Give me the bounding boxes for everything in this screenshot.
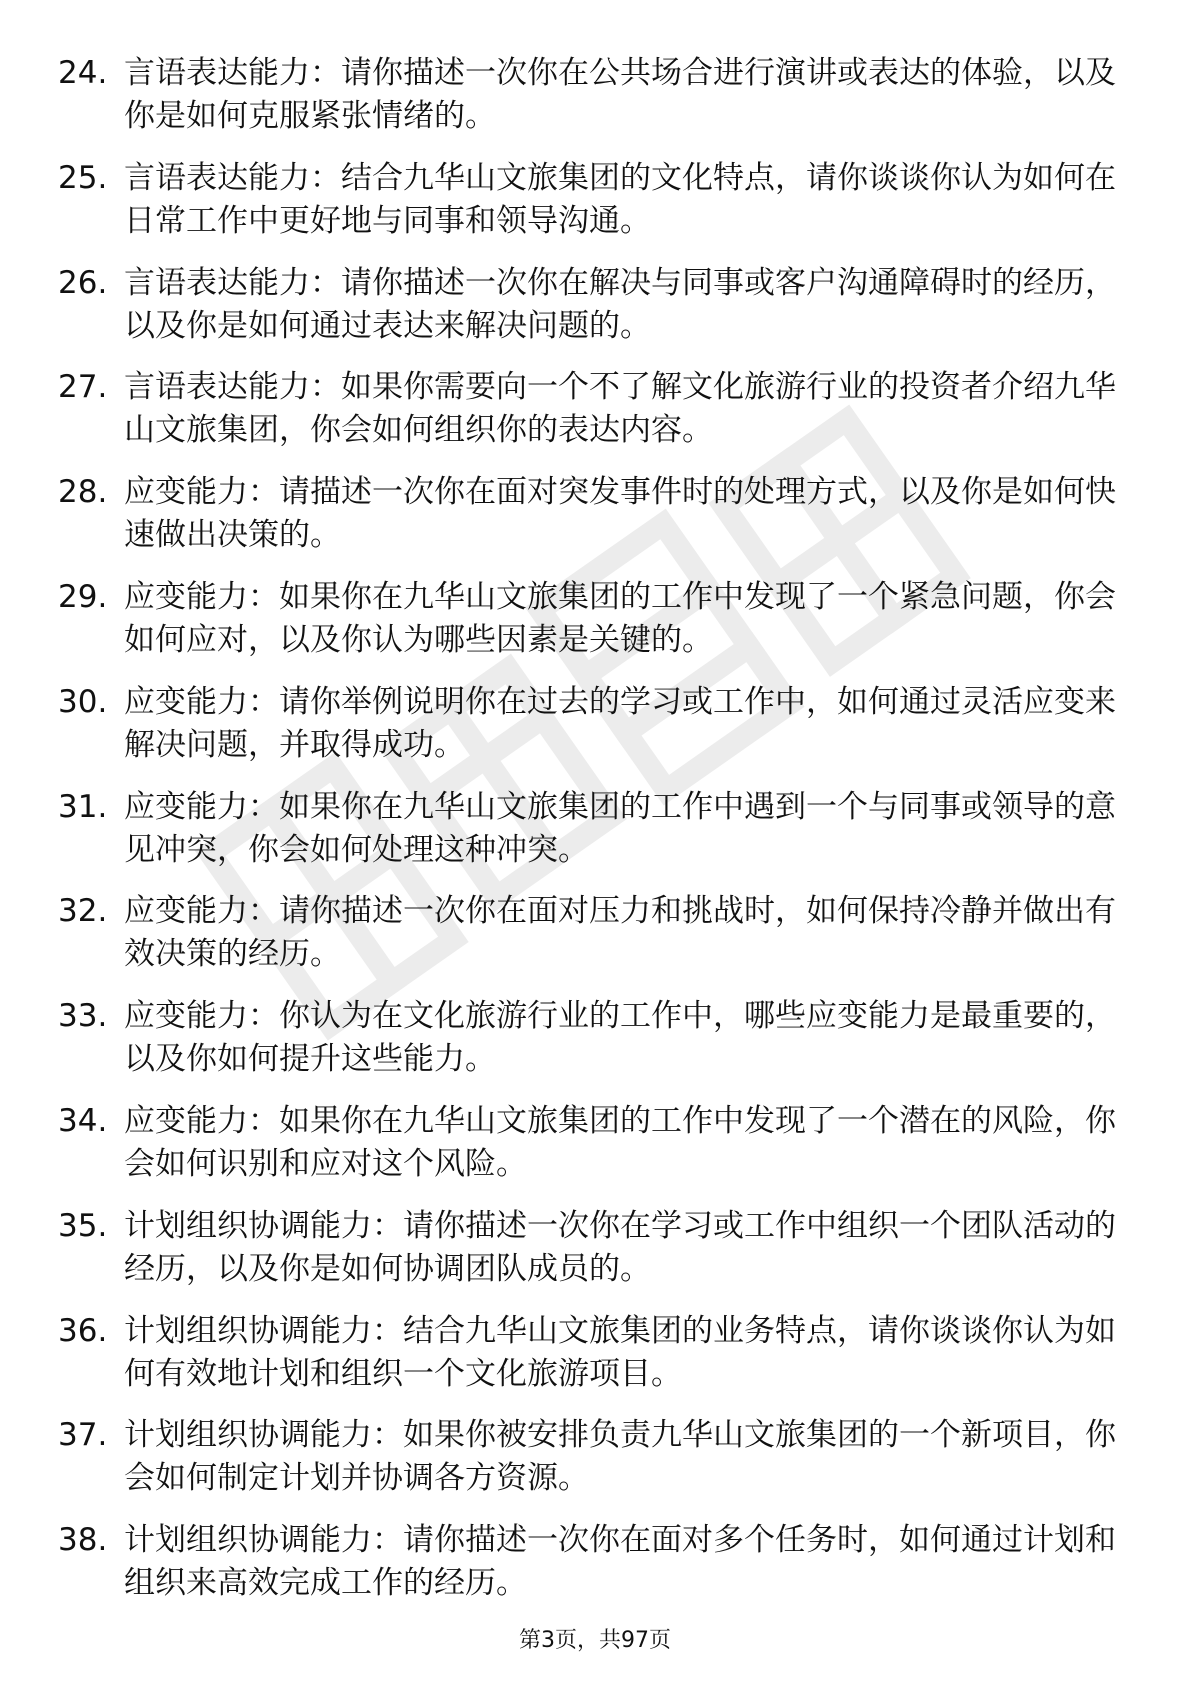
question-text: 应变能力：请你举例说明你在过去的学习或工作中，如何通过灵活应变来解决问题，并取得成功。 [124,683,1116,763]
question-text: 应变能力：如果你在九华山文旅集团的工作中发现了一个潜在的风险，你会如何识别和应对这个风险。 [124,1102,1116,1182]
question-text: 应变能力：请描述一次你在面对突发事件时的处理方式，以及你是如何快速做出决策的。 [124,474,1116,554]
question-number: 34. [58,1102,108,1139]
question-number: 25. [58,159,108,196]
question-number: 28. [58,474,108,511]
question-text: 应变能力：如果你在九华山文旅集团的工作中发现了一个紧急问题，你会如何应对，以及你认为哪些因素是关键的。 [124,578,1116,658]
question-number: 27. [58,369,108,406]
question-number: 30. [58,683,108,720]
question-item-33 [58,995,1118,1081]
question-number: 37. [58,1417,108,1454]
question-number: 35. [58,1207,108,1244]
page-footer [0,1626,1190,1656]
question-list [58,52,1118,1624]
question-item-27 [58,366,1118,452]
question-text: 言语表达能力：结合九华山文旅集团的文化特点，请你谈谈你认为如何在日常工作中更好地与同事和领导沟通。 [124,159,1116,239]
question-number: 38. [58,1522,108,1559]
question-text: 应变能力：如果你在九华山文旅集团的工作中遇到一个与同事或领导的意见冲突，你会如何处理这种冲突。 [124,788,1116,868]
question-text: 计划组织协调能力：结合九华山文旅集团的业务特点，请你谈谈你认为如何有效地计划和组织一个文化旅游项目。 [124,1312,1116,1392]
question-item-35 [58,1205,1118,1291]
question-item-29 [58,576,1118,662]
question-item-26 [58,262,1118,348]
question-number: 33. [58,998,108,1035]
question-text: 计划组织协调能力：如果你被安排负责九华山文旅集团的一个新项目，你会如何制定计划并协调各方资源。 [124,1417,1116,1497]
question-number: 26. [58,264,108,301]
question-item-36 [58,1310,1118,1396]
question-number: 31. [58,788,108,825]
page-number-label: 第3页，共97页 [519,1628,671,1653]
question-text: 计划组织协调能力：请你描述一次你在面对多个任务时，如何通过计划和组织来高效完成工作的经历。 [124,1522,1116,1602]
question-text: 言语表达能力：请你描述一次你在公共场合进行演讲或表达的体验，以及你是如何克服紧张情绪的。 [124,55,1116,134]
question-item-31 [58,786,1118,872]
question-item-25 [58,157,1118,243]
question-text: 应变能力：你认为在文化旅游行业的工作中，哪些应变能力是最重要的，以及你如何提升这些能力。 [124,998,1116,1078]
question-item-38 [58,1519,1118,1605]
question-item-24 [58,52,1118,138]
question-item-34 [58,1100,1118,1186]
question-item-30 [58,681,1118,767]
question-item-28 [58,471,1118,557]
question-item-32 [58,890,1118,976]
question-text: 言语表达能力：如果你需要向一个不了解文化旅游行业的投资者介绍九华山文旅集团，你会如何组织你的表达内容。 [124,369,1116,449]
question-item-37 [58,1414,1118,1500]
question-number: 32. [58,893,108,930]
question-number: 24. [58,55,108,91]
question-text: 言语表达能力：请你描述一次你在解决与同事或客户沟通障碍时的经历，以及你是如何通过表达来解决问题的。 [124,264,1116,344]
question-text: 应变能力：请你描述一次你在面对压力和挑战时，如何保持冷静并做出有效决策的经历。 [124,893,1116,973]
question-number: 36. [58,1312,108,1349]
question-text: 计划组织协调能力：请你描述一次你在学习或工作中组织一个团队活动的经历，以及你是如何协调团队成员的。 [124,1207,1116,1287]
question-number: 29. [58,578,108,615]
